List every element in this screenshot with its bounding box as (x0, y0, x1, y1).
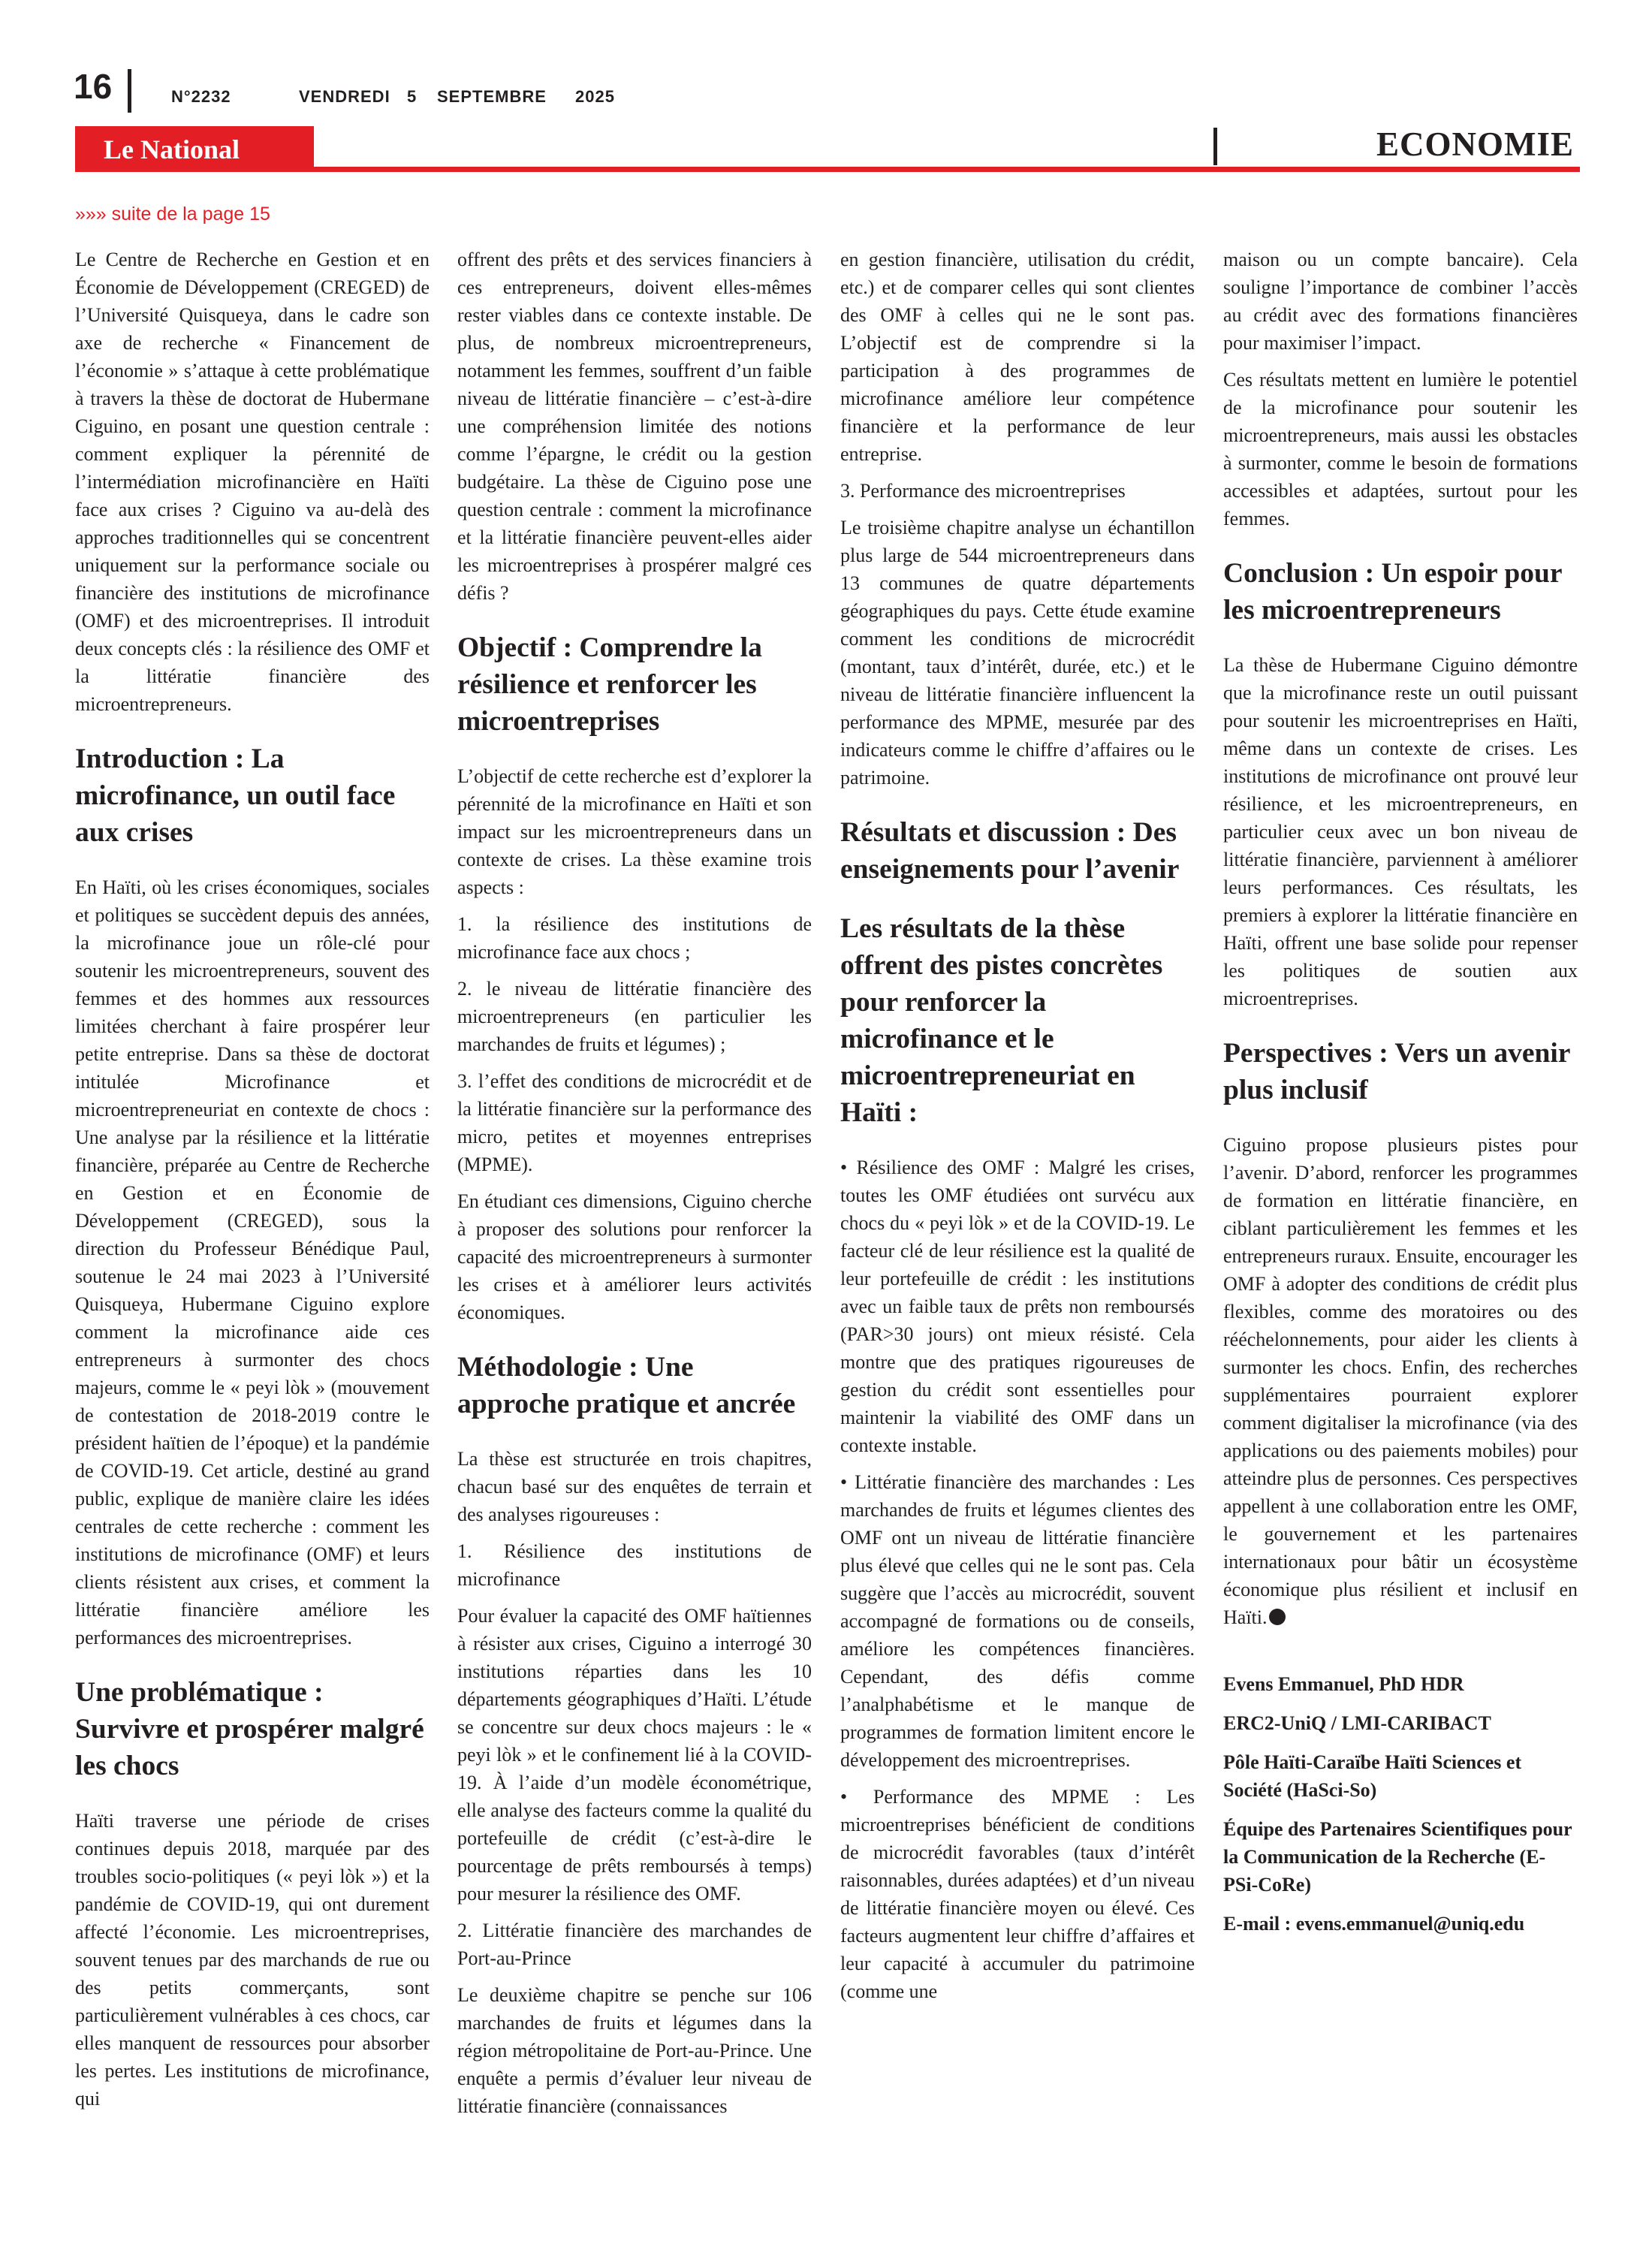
paragraph: L’objectif de cette recherche est d’explorer la pérennité de la microfinance en Haïti et son impact sur les microentrepreneurs dans un contexte de crises. La thèse examine trois aspects : (457, 765, 812, 898)
author-name: Evens Emmanuel, PhD HDR (1223, 1673, 1464, 1695)
paragraph: Le Centre de Recherche en Gestion et en Économie de Développement (CREGED) de l’Université Quisqueya, dans le cadre son axe de recherche « Financement de l’économie » s’attaque à cette problématique à travers la thèse de doctorat de Hubermane Ciguino, en posant une question centrale : comment expliquer la pérennité de l’intermédiation microfinancière en Haïti face aux crises ? Ciguino va au-delà des approches traditionnelles qui se concentrent uniquement sur la performance sociale ou financière des institutions de microfinance (OMF) et des microentreprises. Il introduit deux concepts clés : la résilience des OMF et la littératie financière des microentrepreneurs. (75, 249, 430, 715)
issue-number: N°2232 (171, 87, 231, 106)
section-heading-objectif: Objectif : Comprendre la résilience et renforcer les microentreprises (457, 632, 762, 737)
issue-date-number: 5 (407, 87, 418, 106)
paragraph: Le deuxième chapitre se penche sur 106 marchandes de fruits et légumes dans la région métropolitaine de Port-au-Prince. Une enquête a permis d’évaluer leur niveau de littératie financière (connaissances (457, 1984, 812, 2117)
paragraph: En étudiant ces dimensions, Ciguino cherche à proposer des solutions pour renforcer la capacité des microentrepreneurs à surmonter les crises et à améliorer leurs activités économiques. (457, 1190, 812, 1323)
publication-name: Le National (104, 134, 240, 164)
section-title: ECONOMIE (1376, 125, 1574, 163)
page-number: 16 (74, 67, 113, 106)
section-divider (1213, 128, 1217, 165)
section-heading-perspectives: Perspectives : Vers un avenir plus inclusif (1223, 1038, 1570, 1105)
header-divider (128, 69, 131, 113)
section-heading-conclusion: Conclusion : Un espoir pour les microentrepreneurs (1223, 558, 1562, 626)
paragraph: En Haïti, où les crises économiques, sociales et politiques se succèdent depuis des années, la microfinance joue un rôle-clé pour soutenir les microentrepreneurs, souvent des femmes et des hommes aux ressources limitées cherchant à faire prospérer leur petite entreprise. Dans sa thèse de doctorat intitulée Microfinance et microentrepreneuriat en contexte de chocs : Une analyse par la résilience et la littératie financière, préparée au Centre de Recherche en Gestion et en Économie de Développement (CREGED), sous la direction du Professeur Bénédique Paul, soutenue le 24 mai 2023 à l’Université Quisqueya, Hubermane Ciguino explore comment la microfinance aide ces entrepreneurs à surmonter des chocs majeurs, comme le « peyi lòk » (mouvement de contestation de 2018-2019 contre le président haïtien de l’époque) et la pandémie de COVID-19. Cet article, destiné au grand public, explique de manière claire les idées centrales de cette recherche : comment les institutions de microfinance (OMF) et leurs clients résistent aux crises, et comment la littératie financière améliore les performances des microentreprises. (75, 876, 430, 1648)
author-affiliation: Équipe des Partenaires Scientifiques pour la Communication de la Recherche (E-PSi-CoRe) (1223, 1818, 1572, 1896)
paragraph: La thèse de Hubermane Ciguino démontre que la microfinance reste un outil puissant pour soutenir les microentreprises en Haïti, même dans un contexte de crises. Les institutions de microfinance ont prouvé leur résilience, et les microentrepreneurs, en particulier ceux avec un bon niveau de littératie financière, parviennent à améliorer leurs performances. Ces résultats, les premiers à explorer la littératie financière en Haïti, offrent une base solide pour repenser les politiques de soutien aux microentreprises. (1223, 654, 1578, 1009)
section-heading-methodologie: Méthodologie : Une approche pratique et ancrée (457, 1352, 796, 1419)
paragraph: Ces résultats mettent en lumière le potentiel de la microfinance pour soutenir les microentrepreneurs, mais aussi les obstacles à surmonter, comme le besoin de formations accessibles et adaptées, surtout pour les femmes. (1223, 369, 1578, 529)
paragraph: Le troisième chapitre analyse un échantillon plus large de 544 microentrepreneurs dans 13 communes de quatre départements géographiques du pays. Cette étude examine comment les conditions de microcrédit (montant, taux d’intérêt, durée, etc.) et le niveau de littératie financière influencent la performance des MPME, mesurée par des indicateurs comme le chiffre d’affaires ou le patrimoine. (840, 517, 1195, 789)
article-column-2 (457, 246, 812, 2129)
section-heading-resultats: Résultats et discussion : Des enseignements pour l’avenir (840, 817, 1180, 885)
article-column-4 (1223, 246, 1578, 1949)
article-column-3 (840, 246, 1195, 2014)
author-email: E-mail : evens.emmanuel@uniq.edu (1223, 1913, 1525, 1935)
list-item: 3. Performance des microentreprises (840, 480, 1126, 502)
list-item: 1. Résilience des institutions de microfinance (457, 1540, 812, 1590)
author-affiliation: ERC2-UniQ / LMI-CARIBACT (1223, 1712, 1491, 1734)
paragraph: maison ou un compte bancaire). Cela souligne l’importance de combiner l’accès au crédit avec des formations financières pour maximiser l’impact. (1223, 249, 1578, 354)
bullet-item: • Résilience des OMF : Malgré les crises, toutes les OMF étudiées ont survécu aux chocs du « peyi lòk » et de la COVID-19. Le facteur clé de leur résilience est la qualité de leur portefeuille de crédit : les institutions avec un faible taux de prêts non remboursés (PAR>30 jours) ont mieux résisté. Cela montre que des pratiques rigoureuses de gestion du crédit sont essentielles pour maintenir la viabilité des OMF dans un contexte instable. (840, 1157, 1195, 1456)
issue-day: VENDREDI (299, 87, 390, 106)
section-heading-problematique: Une problématique : Survivre et prospérer malgré les chocs (75, 1677, 424, 1781)
issue-year: 2025 (575, 87, 615, 106)
paragraph-text: Ciguino propose plusieurs pistes pour l’avenir. D’abord, renforcer les programmes de formation en littératie financière, en ciblant particulièrement les femmes et les entrepreneurs ruraux. Ensuite, encourager les OMF à adopter des conditions de crédit plus flexibles, comme des moratoires ou des rééchelonnements, pour aider les clients à surmonter les chocs. Enfin, des recherches supplémentaires pourraient explorer comment digitaliser la microfinance (via des applications ou des paiements mobiles) pour atteindre plus de personnes. Ces perspectives appellent à une collaboration entre les OMF, le gouvernement et les partenaires internationaux pour bâtir un écosystème économique plus résilient et inclusif en Haïti. (1223, 1134, 1578, 1628)
continued-from: »»» suite de la page 15 (75, 204, 270, 225)
issue-month: SEPTEMBRE (437, 87, 547, 106)
list-item: 1. la résilience des institutions de microfinance face aux chocs ; (457, 913, 812, 963)
bullet-item: • Littératie financière des marchandes : Les marchandes de fruits et légumes clientes des OMF ont un niveau de littératie financière plus élevé que celles qui ne le sont pas. Cela suggère que l’accès au microcrédit, souvent accompagné de formations ou de conseils, améliore les compétences financières. Cependant, des défis comme l’analphabétisme et le manque de programmes de formation limitent encore le développement des microentreprises. (840, 1471, 1195, 1771)
end-of-article-icon (1269, 1609, 1286, 1625)
paragraph: Haïti traverse une période de crises continues depuis 2018, marquée par des troubles socio-politiques (« peyi lòk ») et la pandémie de COVID-19, qui ont durement affecté l’économie. Les microentreprises, souvent tenues par des marchands de rue ou des petits commerçants, sont particulièrement vulnérables à ces chocs, car elles manquent de ressources pour absorber les pertes. Les institutions de microfinance, qui (75, 1810, 430, 2110)
bullet-item: • Performance des MPME : Les microentreprises bénéficient de conditions de microcrédit favorables (taux d’intérêt raisonnables, durées adaptées) et d’un niveau de littératie financière moyen ou élevé. Ces facteurs augmentent leur chiffre d’affaires et leur capacité à accumuler du patrimoine (comme une (840, 1786, 1195, 2002)
list-item: 2. le niveau de littératie financière des microentrepreneurs (en particulier les marchandes de fruits et légumes) ; (457, 978, 812, 1055)
paragraph: Pour évaluer la capacité des OMF haïtiennes à résister aux crises, Ciguino a interrogé 30 institutions réparties dans les 10 départements géographiques d’Haïti. L’étude se concentre sur deux chocs majeurs : le « peyi lòk » et le confinement lié à la COVID-19. À l’aide d’un modèle économétrique, elle analyse des facteurs comme la qualité du portefeuille de crédit (c’est-à-dire le pourcentage de prêts remboursés à temps) pour mesurer la résilience des OMF. (457, 1605, 812, 1905)
paragraph: offrent des prêts et des services financiers à ces entrepreneurs, doivent elles-mêmes rester viables dans ce contexte instable. De plus, de nombreux microentrepreneurs, notamment les femmes, souffrent d’un faible niveau de littératie financière – c’est-à-dire une compréhension limitée des notions comme l’épargne, le crédit ou la gestion budgétaire. La thèse de Ciguino pose une question centrale : comment la microfinance et la littératie financière peuvent-elles aider les microentreprises à prospérer malgré ces défis ? (457, 249, 812, 604)
paragraph: en gestion financière, utilisation du crédit, etc.) et de comparer celles qui sont clientes des OMF à celles qui ne le sont pas. L’objectif est de comprendre si la participation à des programmes de microfinance améliore leur compétence financière et la performance de leur entreprise. (840, 249, 1195, 465)
list-item: 3. l’effet des conditions de microcrédit et de la littératie financière sur la performance des micro, petites et moyennes entreprises (MPME). (457, 1070, 812, 1175)
section-heading-introduction: Introduction : La microfinance, un outil face aux crises (75, 743, 396, 848)
article-column-1 (75, 246, 430, 2122)
paragraph: La thèse est structurée en trois chapitres, chacun basé sur des enquêtes de terrain et des analyses rigoureuses : (457, 1448, 812, 1525)
list-item: 2. Littératie financière des marchandes de Port-au-Prince (457, 1920, 812, 1969)
author-affiliation: Pôle Haïti-Caraïbe Haïti Sciences et Société (HaSci-So) (1223, 1751, 1522, 1801)
author-byline (1223, 1670, 1578, 1938)
section-heading-resultats-these: Les résultats de la thèse offrent des pistes concrètes pour renforcer la microfinance et le microentrepreneuriat en Haïti : (840, 913, 1163, 1128)
paragraph (1223, 1131, 1578, 1631)
